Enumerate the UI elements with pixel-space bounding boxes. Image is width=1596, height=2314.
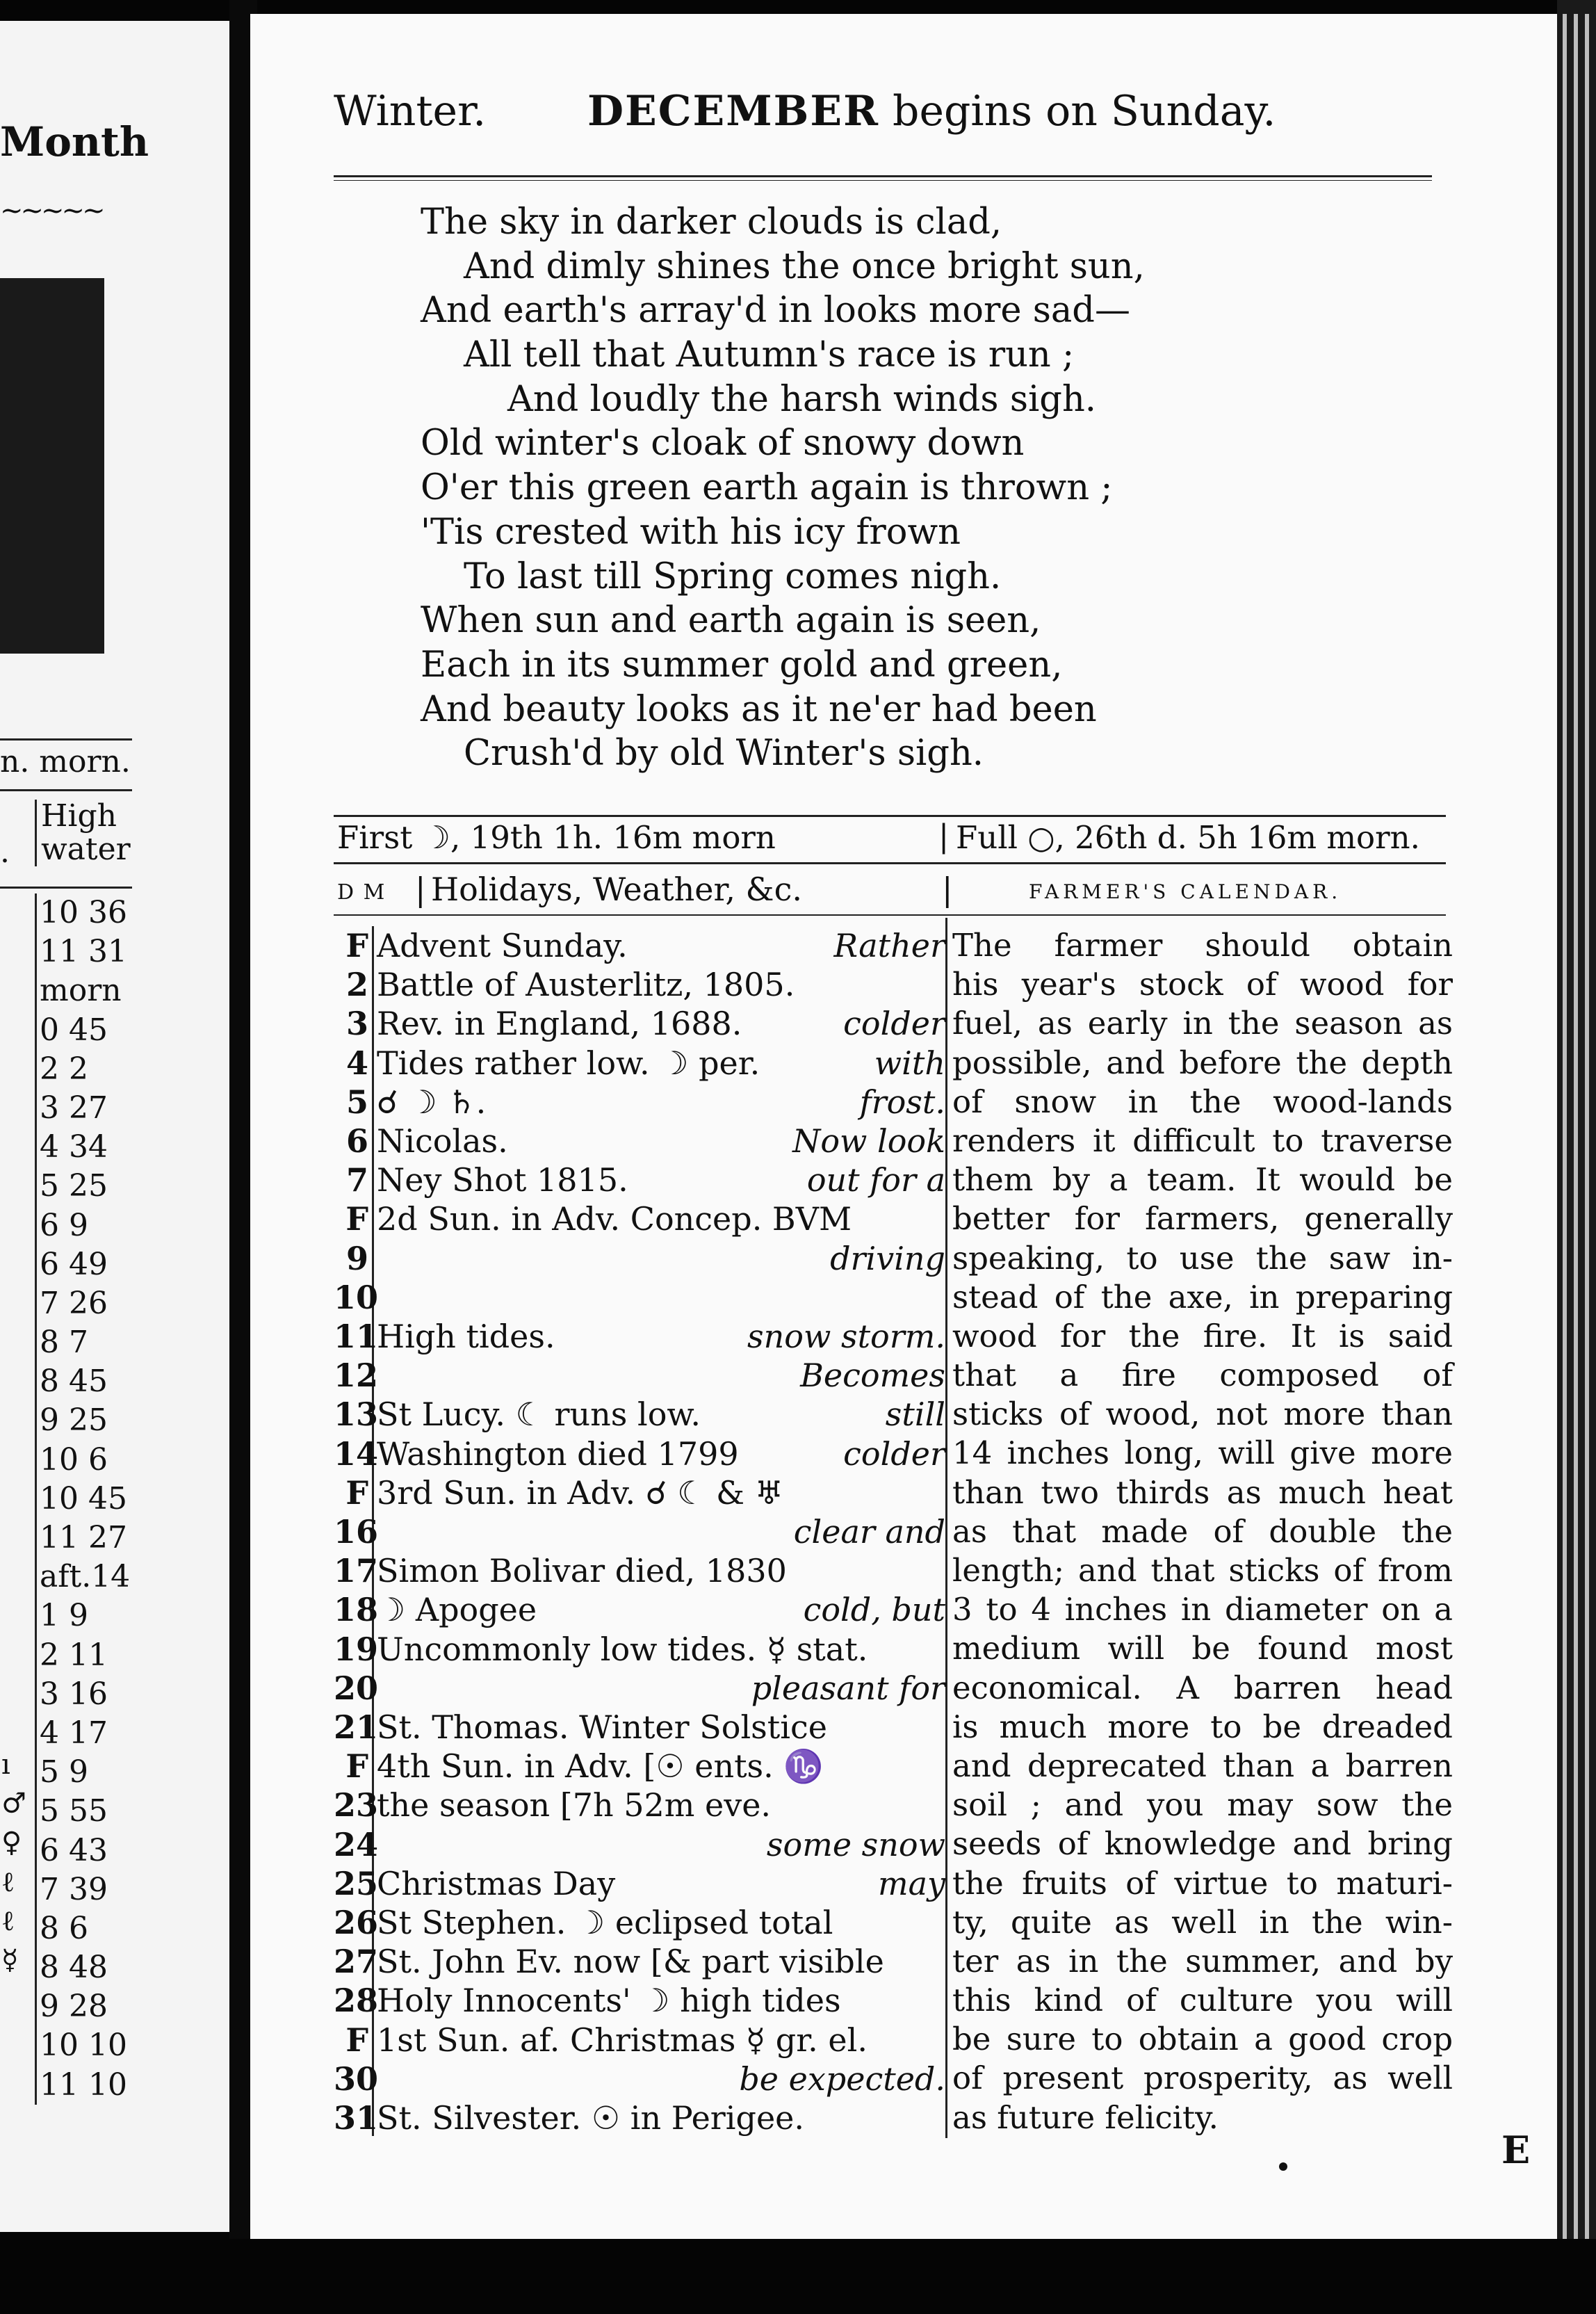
high-water-value: 6 49 [40, 1246, 108, 1282]
high-water-value: 7 26 [40, 1285, 108, 1321]
header-rule [334, 175, 1432, 181]
day-number: 2 [345, 966, 368, 1004]
rule [334, 862, 1446, 864]
weather-text: cold, but [803, 1591, 945, 1629]
holiday-text: St. Thomas. Winter Solstice [377, 1708, 827, 1746]
high-water-value: 11 31 [40, 934, 127, 970]
ink-spot [1279, 2162, 1287, 2171]
farmers-calendar-line: as future felicity. [952, 2098, 1219, 2136]
month-begins: begins on Sunday. [879, 87, 1276, 136]
holiday-text: St Lucy. ☾ runs low. [377, 1395, 701, 1434]
farmers-calendar-line: the fruits of virtue to maturi- [952, 1864, 1453, 1902]
high-water-value: 2 11 [40, 1637, 108, 1673]
calendar-row [334, 1199, 945, 1238]
farmers-calendar-line: economical. A barren head [952, 1669, 1453, 1706]
farmers-calendar-line: possible, and before the depth [952, 1044, 1453, 1081]
calendar-row [334, 1786, 945, 1824]
weather-text: colder [843, 1434, 945, 1473]
separator: | [415, 871, 426, 908]
day-number: F [345, 927, 368, 964]
margin-symbol: ℓ [1, 1866, 15, 1898]
farmers-calendar-line: that a fire composed of [952, 1357, 1453, 1394]
calendar-row [334, 1669, 945, 1708]
calendar-row [334, 2098, 945, 2137]
day-number: 3 [345, 1005, 368, 1043]
day-number: 17 [334, 1552, 379, 1590]
page-leaf [1574, 14, 1578, 2239]
holiday-text: St. Silvester. ☉ in Perigee. [377, 2099, 805, 2137]
holiday-text: St. John Ev. now [& part visible [377, 1943, 884, 1981]
calendar-row [334, 1395, 945, 1434]
day-number: 19 [334, 1630, 379, 1668]
high-water-value: 3 16 [40, 1676, 108, 1712]
holiday-text: Washington died 1799 [377, 1434, 739, 1473]
calendar-row [334, 1942, 945, 1981]
day-number: 21 [334, 1708, 379, 1746]
farmers-calendar-line: them by a team. It would be [952, 1161, 1453, 1199]
farmers-calendar-line: The farmer should obtain [952, 927, 1453, 964]
farmers-calendar-line: 14 inches long, will give more [952, 1434, 1453, 1472]
farmers-calendar-text [952, 926, 1453, 2137]
day-number: 9 [345, 1239, 368, 1277]
poem-line: All tell that Autumn's race is run ; [464, 334, 1075, 376]
day-number: 28 [334, 1982, 379, 2020]
month-name: DECEMBER [587, 87, 879, 136]
farmers-calendar-line: as that made of double the [952, 1512, 1453, 1550]
weather-text: Rather [833, 927, 945, 964]
holidays-header: Holidays, Weather, &c. [431, 871, 802, 908]
poem-line: And earth's array'd in looks more sad— [421, 290, 1130, 332]
margin-symbol: ♀ [1, 1827, 22, 1859]
calendar-row [334, 1160, 945, 1199]
facing-rule [0, 887, 132, 889]
day-number: 14 [334, 1434, 379, 1473]
margin-symbol: ı [1, 1749, 10, 1781]
calendar-row [334, 1044, 945, 1083]
high-water-value: 10 45 [40, 1480, 127, 1516]
first-quarter: First ☽, 19th 1h. 16m morn [337, 819, 776, 856]
holiday-text: Christmas Day [377, 1864, 616, 1902]
separator: | [942, 871, 953, 908]
poem-line: 'Tis crested with his icy frown [421, 511, 961, 553]
calendar-row [334, 1747, 945, 1786]
day-number: 11 [334, 1318, 379, 1355]
holiday-text: Nicolas. [377, 1122, 508, 1160]
day-number: 13 [334, 1395, 379, 1434]
farmers-calendar-line: wood for the fire. It is said [952, 1317, 1453, 1354]
poem-line: Old winter's cloak of snowy down [421, 423, 1025, 464]
almanac-page [250, 14, 1557, 2239]
margin-symbols [1, 1745, 26, 1980]
column-headers [337, 871, 1446, 912]
day-number: 6 [345, 1122, 368, 1160]
day-number: 12 [334, 1357, 379, 1395]
high-water-value: 9 28 [40, 1989, 108, 2025]
calendar-row [334, 926, 945, 965]
holiday-text: the season [7h 52m eve. [377, 1786, 772, 1824]
rule [334, 914, 1446, 916]
weather-text: pleasant for [751, 1669, 945, 1707]
weather-text: still [885, 1395, 945, 1434]
margin-symbol: ♂ [1, 1788, 26, 1820]
farmers-calendar-line: and deprecated than a barren [952, 1747, 1453, 1784]
day-number: 20 [334, 1669, 379, 1707]
farmers-calendar-line: his year's stock of wood for [952, 966, 1453, 1003]
facing-illustration [0, 278, 104, 654]
farmers-calendar-line: than two thirds as much heat [952, 1473, 1453, 1511]
high-water-value: 4 34 [40, 1129, 108, 1165]
farmers-calendar-line: be sure to obtain a good crop [952, 2021, 1453, 2058]
farmers-calendar-line: length; and that sticks of from [952, 1552, 1453, 1589]
calendar-row [334, 1317, 945, 1356]
calendar-row [334, 1825, 945, 1864]
weather-text: out for a [806, 1161, 945, 1199]
holiday-text: 2d Sun. in Adv. Concep. BVM [377, 1200, 852, 1238]
holiday-text: ☌ ☽ ♄. [377, 1083, 487, 1121]
day-number: F [345, 1200, 368, 1238]
facing-header: n. morn. [0, 744, 131, 779]
high-water-value: 6 43 [40, 1832, 108, 1868]
high-water-value: 4 17 [40, 1715, 108, 1751]
poem-line: When sun and earth again is seen, [421, 600, 1041, 642]
rule [334, 815, 1446, 817]
poem [421, 200, 1145, 776]
page-edge [1557, 0, 1596, 2314]
calendar-row [334, 965, 945, 1004]
day-number: 27 [334, 1943, 379, 1981]
high-water-value: morn [40, 973, 122, 1009]
day-number: 25 [334, 1864, 379, 1902]
high-water-value: 8 48 [40, 1950, 108, 1986]
high-water-value: 10 36 [40, 895, 127, 930]
poem-line: Each in its summer gold and green, [421, 644, 1063, 686]
weather-text: be expected. [739, 2060, 945, 2098]
weather-text: Now look [792, 1122, 945, 1160]
farmers-calendar-line: fuel, as early in the season as [952, 1005, 1453, 1042]
day-number: 23 [334, 1786, 379, 1824]
day-number: 30 [334, 2060, 379, 2098]
poem-line: And dimly shines the once bright sun, [464, 245, 1145, 287]
high-water-value: 7 39 [40, 1871, 108, 1907]
weather-text: clear and [793, 1513, 945, 1551]
calendar-row [334, 1473, 945, 1512]
high-water-value: 10 10 [40, 2028, 127, 2064]
holiday-text: 3rd Sun. in Adv. ☌ ☾ & ♅ [377, 1473, 783, 1512]
holiday-text: Rev. in England, 1688. [377, 1005, 742, 1043]
farmers-calendar-line: soil ; and you may sow the [952, 1786, 1453, 1824]
calendar-row [334, 1239, 945, 1278]
day-number: 16 [334, 1513, 379, 1551]
high-water-value: 5 9 [40, 1754, 88, 1790]
weather-text: some snow [766, 1825, 945, 1863]
day-number: 26 [334, 1904, 379, 1941]
calendar-row [334, 1981, 945, 2020]
holiday-text: Uncommonly low tides. ☿ stat. [377, 1630, 868, 1668]
calendar-row [334, 1551, 945, 1590]
facing-rule [0, 789, 132, 791]
dm-header: D M [337, 880, 386, 905]
holiday-text: 4th Sun. in Adv. [☉ ents. ♑ [377, 1747, 824, 1786]
high-water-value: 5 25 [40, 1168, 108, 1204]
high-water-value: 11 27 [40, 1520, 127, 1555]
poem-line: Crush'd by old Winter's sigh. [464, 733, 984, 775]
farmers-calendar-line: of present prosperity, as well [952, 2060, 1453, 2097]
holiday-text: Simon Bolivar died, 1830 [377, 1552, 787, 1590]
holiday-text: Ney Shot 1815. [377, 1161, 628, 1199]
poem-line: The sky in darker clouds is clad, [421, 202, 1002, 243]
holiday-text: Battle of Austerlitz, 1805. [377, 966, 795, 1004]
farmers-calendar-line: this kind of culture you will [952, 1982, 1453, 2019]
day-number: 5 [345, 1083, 368, 1121]
calendar-row [334, 1278, 945, 1317]
high-water-value: 8 45 [40, 1364, 108, 1400]
day-number: 18 [334, 1591, 379, 1629]
poem-line: And beauty looks as it ne'er had been [421, 688, 1097, 730]
holiday-text: Holy Innocents' ☽ high tides [377, 1982, 841, 2020]
facing-rule [0, 738, 132, 741]
high-water-value: 3 27 [40, 1090, 108, 1126]
facing-page [0, 21, 229, 2232]
weather-text: colder [843, 1005, 945, 1043]
calendar-row [334, 1434, 945, 1473]
high-water-value: 8 7 [40, 1325, 88, 1361]
farmers-calendar-line: of snow in the wood-lands [952, 1083, 1453, 1120]
calendar-row [334, 1864, 945, 1903]
day-number: 4 [345, 1044, 368, 1082]
weather-text: driving [830, 1239, 945, 1277]
page-leaf [1585, 14, 1589, 2239]
farmers-calendar-line: better for farmers, generally [952, 1200, 1453, 1238]
high-water-column [35, 893, 179, 2105]
day-number: F [345, 2021, 368, 2059]
farmers-calendar-line: ty, quite as well in the win- [952, 1903, 1453, 1941]
high-water-value: aft.14 [40, 1559, 131, 1595]
facing-month-label: Month [0, 118, 149, 165]
calendar-row [334, 1004, 945, 1043]
high-water-value: 9 25 [40, 1402, 108, 1439]
season-label: Winter. [334, 87, 487, 136]
calendar-row [334, 1083, 945, 1122]
high-water-value: 11 10 [40, 2066, 127, 2103]
farmers-calendar-line: speaking, to use the saw in- [952, 1239, 1453, 1277]
farmers-calendar-line: ter as in the summer, and by [952, 1942, 1453, 1980]
farmers-calendar-line: is much more to be dreaded [952, 1708, 1453, 1745]
weather-text: snow storm. [747, 1318, 945, 1355]
calendar-row [334, 1630, 945, 1669]
day-number: F [345, 1747, 368, 1786]
holiday-text: ☽ Apogee [377, 1591, 537, 1629]
weather-text: may [877, 1864, 945, 1902]
moon-phases [337, 819, 1446, 861]
weather-text: frost. [859, 1083, 945, 1121]
farmers-calendar-line: seeds of knowledge and bring [952, 1825, 1453, 1863]
holiday-text: St Stephen. ☽ eclipsed total [377, 1904, 833, 1941]
high-water-value: 5 55 [40, 1793, 108, 1829]
high-water-label: High water [35, 800, 138, 866]
calendar-row [334, 2060, 945, 2098]
farmers-calendar-line: 3 to 4 inches in diameter on a [952, 1591, 1453, 1628]
high-water-value: 0 45 [40, 1012, 108, 1048]
farmers-calendar-line: stead of the axe, in preparing [952, 1278, 1453, 1316]
holiday-text: High tides. [377, 1318, 555, 1355]
separator: | [938, 818, 950, 855]
calendar-row [334, 1356, 945, 1395]
facing-dot-label: . [0, 834, 10, 870]
full-moon: Full ○, 26th d. 5h 16m morn. [956, 819, 1420, 856]
high-water-value: 6 9 [40, 1207, 88, 1243]
page-leaf [1563, 14, 1567, 2239]
calendar-row [334, 1708, 945, 1747]
holiday-text: 1st Sun. af. Christmas ☿ gr. el. [377, 2021, 868, 2059]
high-water-value: 10 6 [40, 1441, 108, 1478]
poem-line: To last till Spring comes nigh. [464, 556, 1002, 597]
signature-mark: E [1501, 2128, 1531, 2172]
day-number: F [345, 1473, 368, 1512]
high-water-value: 2 2 [40, 1051, 88, 1087]
farmers-calendar-header: FARMER'S CALENDAR. [1029, 880, 1342, 903]
calendar-row [334, 2021, 945, 2060]
day-number: 7 [345, 1161, 368, 1199]
farmers-calendar-line: sticks of wood, not more than [952, 1395, 1453, 1433]
high-water-value: 1 9 [40, 1598, 88, 1634]
margin-symbol: ☿ [1, 1944, 19, 1977]
holiday-text: Tides rather low. ☽ per. [377, 1044, 760, 1082]
calendar-row [334, 1122, 945, 1160]
day-number: 31 [334, 2099, 379, 2137]
background [0, 2239, 1596, 2314]
calendar-row [334, 1903, 945, 1942]
ornament: ~~~~~ [0, 195, 103, 227]
farmers-calendar-line: medium will be found most [952, 1630, 1453, 1667]
weather-text: with [874, 1044, 945, 1082]
weather-text: Becomes [800, 1357, 945, 1395]
holiday-text: Advent Sunday. [377, 927, 628, 964]
poem-line: And loudly the harsh winds sigh. [507, 378, 1097, 420]
high-water-value: 8 6 [40, 1910, 88, 1946]
farmers-calendar-line: renders it difficult to traverse [952, 1122, 1453, 1159]
calendar-row [334, 1590, 945, 1629]
day-number: 10 [334, 1278, 379, 1316]
margin-symbol: ℓ [1, 1904, 15, 1937]
poem-line: O'er this green earth again is thrown ; [421, 467, 1113, 509]
day-number: 24 [334, 1825, 379, 1863]
month-title [587, 87, 1276, 136]
calendar-row [334, 1512, 945, 1551]
